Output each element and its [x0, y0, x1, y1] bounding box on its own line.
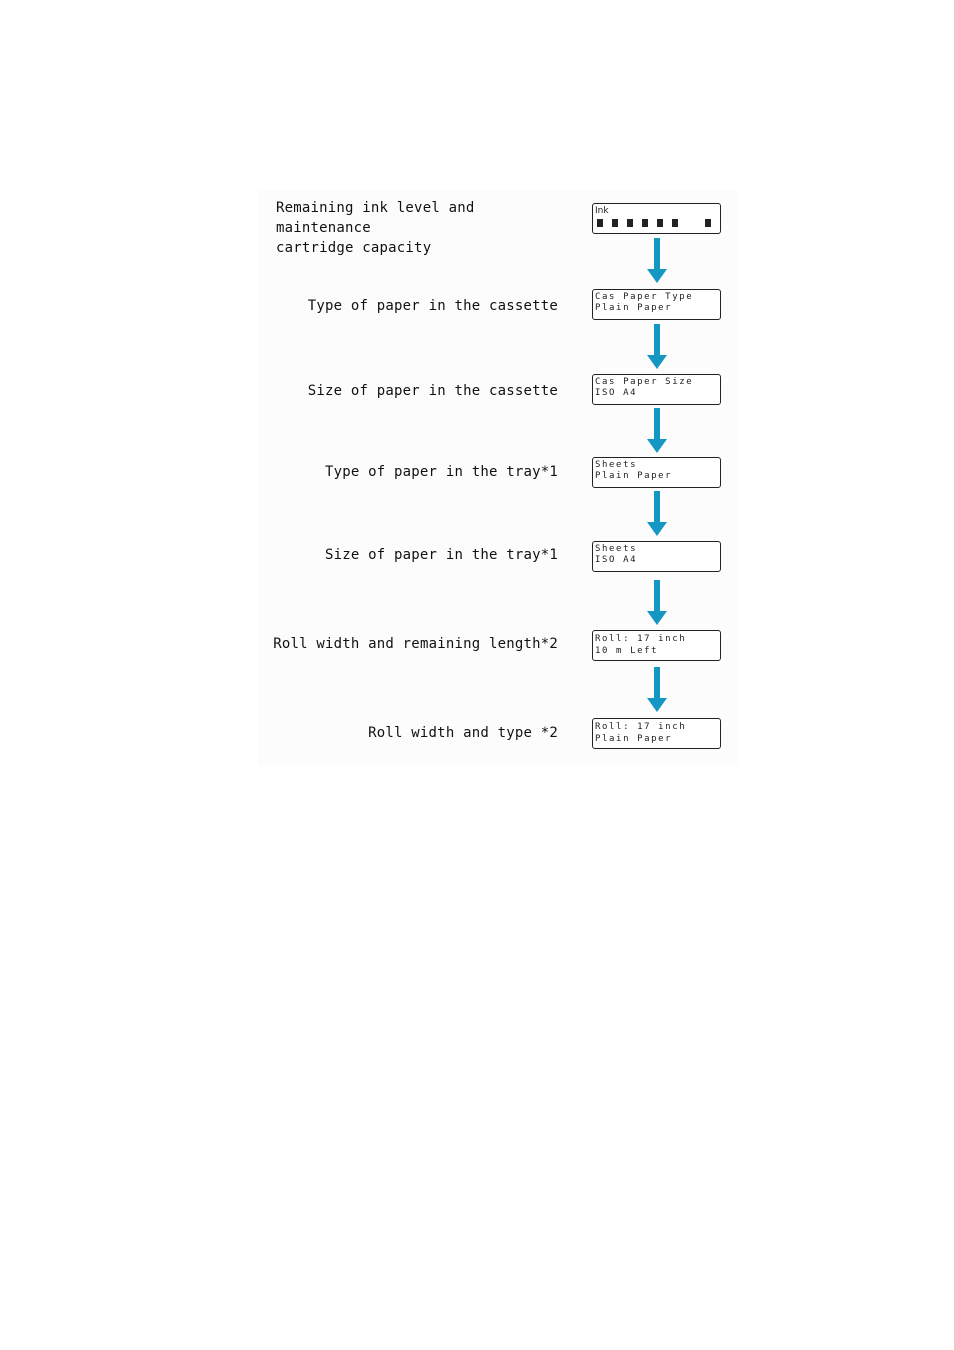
step-label: Type of paper in the cassette — [307, 298, 558, 314]
down-arrow-icon — [647, 324, 667, 370]
menu-flow-diagram — [258, 190, 738, 765]
down-arrow-icon — [647, 408, 667, 454]
step-label: Size of paper in the cassette — [307, 383, 558, 399]
lcd-line-1: Sheets — [595, 460, 638, 470]
lcd-line-1: Ink — [595, 206, 609, 216]
lcd-display — [592, 374, 721, 405]
ink-level-bar — [705, 219, 711, 227]
step-tray-paper-size — [258, 541, 738, 575]
lcd-line-1: Roll: 17 inch — [595, 722, 687, 732]
lcd-display — [592, 457, 721, 488]
ink-level-bar — [642, 219, 648, 227]
lcd-line-1: Cas Paper Size — [595, 377, 694, 387]
ink-level-bar — [672, 219, 678, 227]
down-arrow-icon — [647, 238, 667, 284]
lcd-line-2: 10 m Left — [595, 646, 659, 656]
down-arrow-icon — [647, 667, 667, 713]
lcd-line-1: Roll: 17 inch — [595, 634, 687, 644]
step-cassette-paper-size — [258, 374, 738, 408]
step-label: Type of paper in the tray*1 — [325, 464, 558, 480]
lcd-line-2: Plain Paper — [595, 303, 673, 313]
step-label: Roll width and type *2 — [368, 725, 558, 741]
step-ink-level — [258, 198, 738, 256]
down-arrow-icon — [647, 580, 667, 626]
step-tray-paper-type — [258, 457, 738, 491]
ink-level-bar — [612, 219, 618, 227]
ink-level-bar — [627, 219, 633, 227]
step-label: Roll width and remaining length*2 — [273, 636, 558, 652]
lcd-line-2: ISO A4 — [595, 555, 638, 565]
step-roll-width-type — [258, 718, 738, 752]
lcd-line-2: Plain Paper — [595, 471, 673, 481]
step-roll-width-length — [258, 630, 738, 664]
step-label: Remaining ink level and maintenance cartridge capacity — [276, 200, 475, 256]
lcd-display — [592, 630, 721, 661]
ink-level-bar — [657, 219, 663, 227]
lcd-line-2: ISO A4 — [595, 388, 638, 398]
lcd-display — [592, 718, 721, 749]
step-label: Size of paper in the tray*1 — [325, 547, 558, 563]
ink-level-bars — [595, 218, 718, 228]
lcd-line-2: Plain Paper — [595, 734, 673, 744]
lcd-display — [592, 289, 721, 320]
step-cassette-paper-type — [258, 289, 738, 323]
ink-level-bar — [597, 219, 603, 227]
lcd-display — [592, 203, 721, 234]
lcd-display — [592, 541, 721, 572]
lcd-line-1: Sheets — [595, 544, 638, 554]
lcd-line-1: Cas Paper Type — [595, 292, 694, 302]
down-arrow-icon — [647, 491, 667, 537]
